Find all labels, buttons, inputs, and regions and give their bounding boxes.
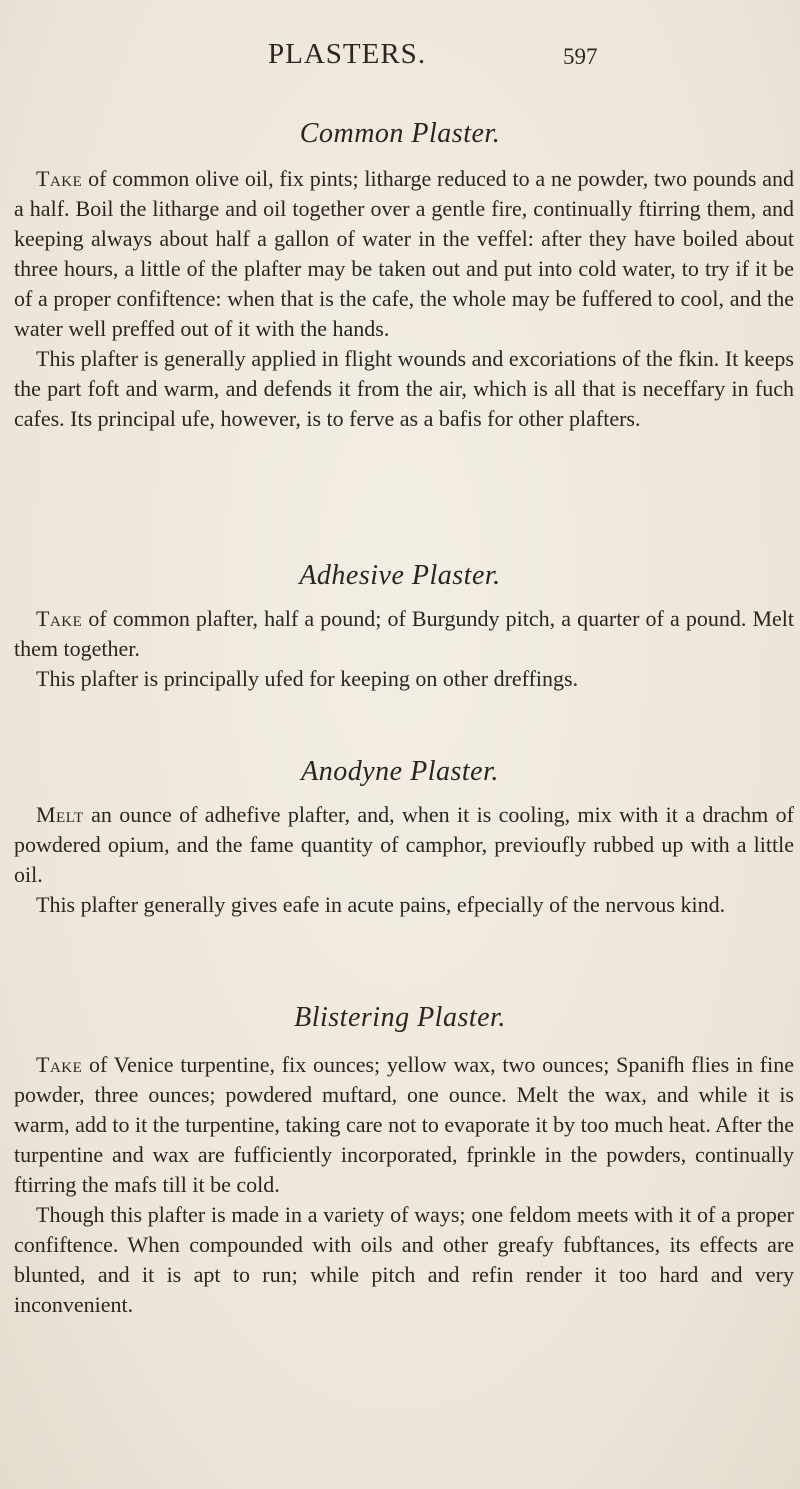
paragraph-text: an ounce of adhefive plafter, and, when it is cooling, mix with it a drachm of powdered opium, and the fame quantity of camphor, previoufly rubbed up with a little oil. [14, 802, 794, 887]
section-adhesive-plaster [0, 560, 800, 694]
section-blistering-plaster [0, 1002, 800, 1320]
paragraph-text: of common olive oil, fix pints; litharge reduced to a ne powder, two pounds and a half. Boil the litharge and oil together over a gentle fire, continually ftirring them, and keeping always about half a gallon of water in the veffel: after they have boiled about three hours, a little of the plafter may be taken out and put into cold water, to try if it be of a proper confiftence: when that is the cafe, the whole may be fuffered to cool, and the water well preffed out of it with the hands. [14, 166, 794, 341]
paragraph [0, 664, 800, 694]
section-anodyne-plaster [0, 756, 800, 920]
paragraph-text: This plafter is principally ufed for keeping on other dreffings. [36, 666, 579, 691]
paragraph [0, 1200, 800, 1320]
paragraph-text: Though this plafter is made in a variety of ways; one feldom meets with it of a proper confiftence. When compounded with oils and other greafy fubftances, its effects are blunted, and it is apt to run; while pitch and refin render it too hard and very inconvenient. [14, 1202, 794, 1317]
paragraph [0, 1050, 800, 1200]
paragraph-lead: Take [36, 606, 83, 631]
running-head [0, 38, 800, 78]
section-heading: Anodyne Plaster. [301, 756, 499, 787]
paragraph [0, 800, 800, 890]
section-heading: Common Plaster. [299, 118, 501, 149]
section-heading: Adhesive Plaster. [299, 560, 501, 591]
paragraph-text: of common plafter, half a pound; of Burgundy pitch, a quarter of a pound. Melt them together. [14, 606, 794, 661]
paragraph-lead: Take [36, 1052, 83, 1077]
paragraph-text: This plafter generally gives eafe in acute pains, efpecially of the nervous kind. [36, 892, 726, 917]
paragraph-text: This plafter is generally applied in flight wounds and excoriations of the fkin. It keeps the part foft and warm, and defends it from the air, which is all that is neceffary in fuch cafes. Its principal ufe, however, is to ferve as a bafis for other plafters. [14, 346, 794, 431]
paragraph [0, 344, 800, 434]
paragraph-text: of Venice turpentine, fix ounces; yellow wax, two ounces; Spanifh flies in fine powder, three ounces; powdered muftard, one ounce. Melt the wax, and while it is warm, add to it the turpentine, taking care not to evaporate it by too much heat. After the turpentine and wax are fufficiently incorporated, fprinkle in the powders, continually ftirring the mafs till it be cold. [14, 1052, 794, 1197]
section-common-plaster [0, 118, 800, 434]
page-number: 597 [563, 44, 598, 69]
paragraph-lead: Melt [36, 802, 84, 827]
section-heading: Blistering Plaster. [294, 1002, 506, 1033]
paragraph [0, 890, 800, 920]
paragraph [0, 604, 800, 664]
paragraph [0, 164, 800, 344]
running-title: PLASTERS. [268, 38, 427, 70]
paragraph-lead: Take [36, 166, 83, 191]
